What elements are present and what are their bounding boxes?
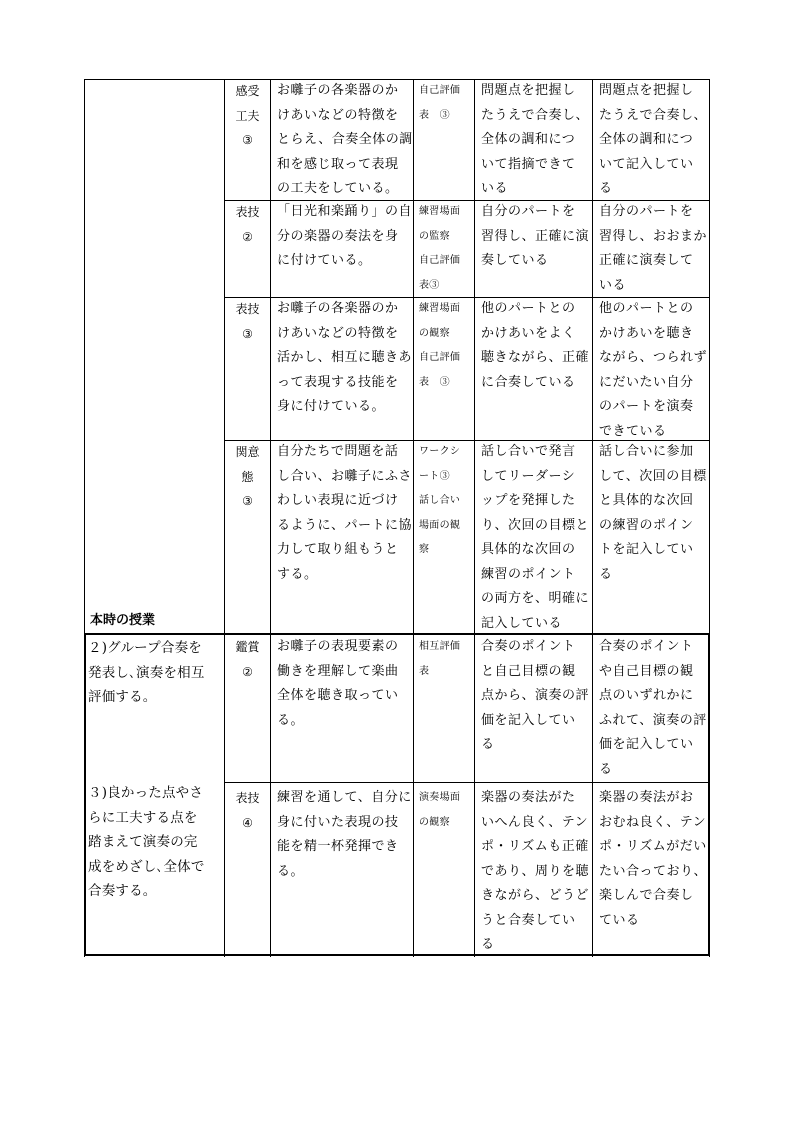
row-level-a: 他のパートとの かけあいをよく 聴きながら、正確 に合奏している xyxy=(481,301,590,390)
row-criterion: お囃子の表現要素の 働きを理解して楽曲 全体を聴き取ってい る。 xyxy=(277,639,399,728)
row-aspect: 表技 ③ xyxy=(235,302,260,341)
row-criterion: 練習を通して、自分に 身に付いた表現の技 能を精一杯発揮でき る。 xyxy=(277,790,412,879)
row-level-a: 合奏のポイント と自己目標の観 点から、演奏の評 価を記入してい る xyxy=(481,639,590,752)
row-method: 演奏場面 の観察 xyxy=(419,792,461,828)
row-level-b: 合奏のポイント や自己目標の観 点のいずれかに ふれて、演奏の評 価を記入してい る xyxy=(599,639,707,777)
section-label: 本時の授業 xyxy=(90,613,156,628)
row-method: 相互評価 表 xyxy=(419,641,461,677)
row-level-a: 自分のパートを 習得し、正確に演 奏している xyxy=(481,204,590,268)
row-aspect: 感受 工夫 ③ xyxy=(235,84,260,147)
row-level-b: 他のパートとの かけあいを聴き ながら、つられず にだいたい自分 のパートを演奏 できている xyxy=(599,301,708,439)
row-level-b: 自分のパートを 習得し、おおまか 正確に演奏して いる xyxy=(599,204,708,293)
row-aspect: 表技 ② xyxy=(235,205,260,244)
row-level-b: 楽器の奏法がお おむね良く、テン ポ・リズムがだい たい合っており、 楽しんで合奏し ている xyxy=(599,790,708,928)
row-method: 練習場面 の観察 自己評価 表 ③ xyxy=(419,303,461,388)
row-method: ワークシ ート③ 話し合い 場面の観 察 xyxy=(419,446,461,555)
row-aspect: 表技 ④ xyxy=(235,791,260,830)
row-level-a: 話し合いで発言 してリーダーシ ップを発揮した り、次回の目標と 具体的な次回の 練習のポイント の両方を、明確に 記入している xyxy=(481,444,590,631)
row-level-b: 話し合いに参加 して、次回の目標 と具体的な次回 の練習のポイン トを記入してい る xyxy=(599,444,707,582)
row-criterion: 自分たちで問題を話 し合い、お囃子にふさ わしい表現に近づけ るように、パートに協 力して取り組もうと する。 xyxy=(277,444,413,582)
row-method: 練習場面 の監察 自己評価 表③ xyxy=(419,206,461,291)
row-level-a: 楽器の奏法がた いへん良く、テン ポ・リズムも正確 であり、周りを聴 きながら、どうど うと合奏してい る xyxy=(481,790,590,952)
row-method: 自己評価 表 ③ xyxy=(419,85,461,121)
row-aspect: 関意 態 ③ xyxy=(235,445,260,508)
row-criterion: 「日光和楽踊り」の自 分の楽器の奏法を身 に付けている。 xyxy=(277,204,413,268)
row-criterion: お囃子の各楽器のか けあいなどの特徴を とらえ、合奏全体の調 和を感じ取って表現 の工夫をしている。 xyxy=(277,83,413,196)
row-criterion: お囃子の各楽器のか けあいなどの特徴を 活かし、相互に聴きあ って表現する技能を 身に付けている。 xyxy=(277,301,413,414)
step-2-text: ２)グループ合奏を 発表し､演奏を相互 評価する。 xyxy=(88,640,205,705)
step-3-text: ３)良かった点やさ らに工夫する点を 踏まえて演奏の完 成をめざし､全体で 合奏する。 xyxy=(88,785,205,899)
row-level-a: 問題点を把握し たうえで合奏し、 全体の調和につ いて指摘できて いる xyxy=(481,83,590,196)
row-aspect: 鑑賞 ② xyxy=(235,640,260,679)
row-level-b: 問題点を把握し たうえで合奏し、 全体の調和につ いて記入してい る xyxy=(599,83,708,196)
